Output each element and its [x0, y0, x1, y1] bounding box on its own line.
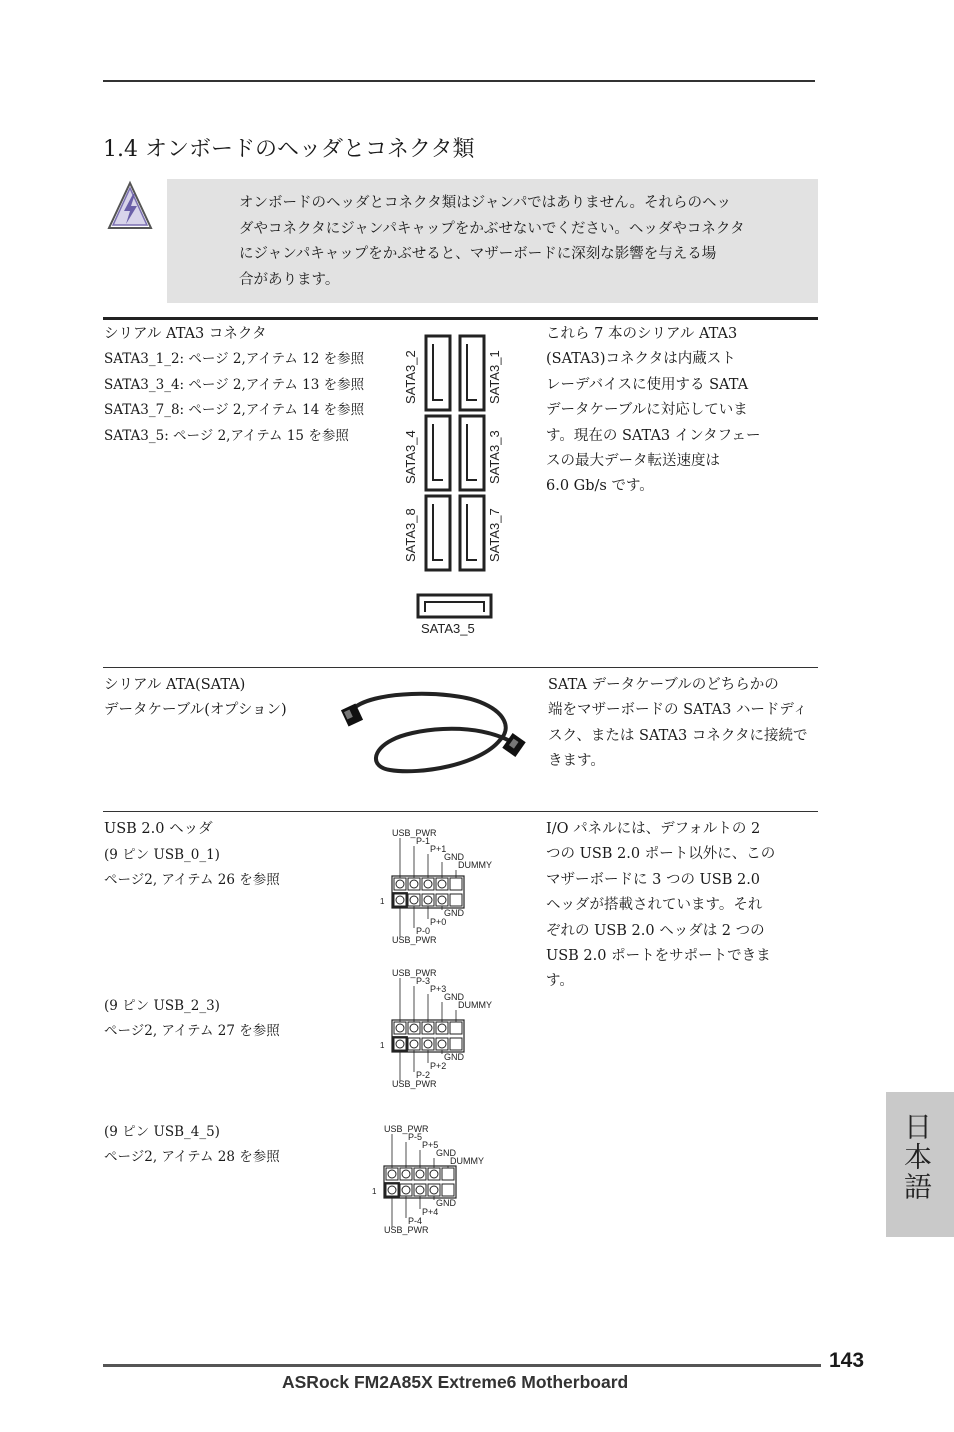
- sata-description: [546, 322, 760, 500]
- cable-heading: シリアル ATA(SATA): [104, 677, 246, 693]
- usb-pin-hole: [388, 1186, 396, 1194]
- page-number: 143: [829, 1349, 865, 1372]
- usb-pin-label: P-3: [416, 976, 431, 986]
- cable-desc-line: きます。: [548, 753, 605, 770]
- sata-desc-line: す。現在の SATA3 インタフェー: [546, 427, 761, 444]
- cable-section-rule: [103, 667, 818, 668]
- usb-desc-line: ぞれの USB 2.0 ヘッダは 2 つの: [546, 922, 765, 939]
- usb-pin-hole: [424, 880, 432, 888]
- usb-desc-line: USB 2.0 ポートをサポートできま: [546, 948, 771, 965]
- sata-desc-line: これら 7 本のシリアル ATA3: [546, 326, 738, 342]
- sata-label-4: SATA3_4: [403, 430, 418, 484]
- usb-pin-hole: [438, 896, 446, 904]
- cable-info: [104, 673, 287, 724]
- sata-info: [104, 322, 364, 449]
- usb-desc-line: ヘッダが搭載されています。それ: [546, 897, 763, 914]
- pin-one-marker: [393, 893, 407, 907]
- usb-pins: (9 ピン USB_0_1): [104, 847, 220, 863]
- pin-one-label: 1: [380, 897, 385, 906]
- usb-pin-label: GND: [436, 1148, 456, 1158]
- top-rule: [103, 80, 815, 82]
- usb-pin-label: P-0: [416, 926, 431, 936]
- usb-header-1-info: [104, 994, 280, 1045]
- usb-pin-label: USB_PWR: [384, 1124, 429, 1134]
- usb-desc-line: つの USB 2.0 ポート以外に、この: [546, 846, 776, 863]
- usb-pin-label: USB_PWR: [392, 828, 437, 838]
- pin-one-label: 1: [372, 1187, 377, 1196]
- usb-pin-label: GND: [444, 1052, 464, 1062]
- usb-pin-hole: [438, 880, 446, 888]
- usb-ref: ページ2, アイテム 26 を参照: [104, 872, 280, 889]
- cable-desc-line: 端をマザーボードの SATA3 ハードディ: [548, 702, 808, 719]
- footer-product: ASRock FM2A85X Extreme6 Motherboard: [282, 1372, 629, 1392]
- usb-pin-hole: [396, 896, 404, 904]
- usb-pins: (9 ピン USB_2_3): [104, 998, 220, 1014]
- usb-description: [546, 817, 775, 995]
- usb-pin-dummy: [450, 878, 462, 890]
- usb-ref: ページ2, アイテム 28 を参照: [104, 1149, 280, 1166]
- footer-rule: [103, 1364, 821, 1367]
- cable-desc-line: SATA データケーブルのどちらかの: [548, 677, 779, 693]
- sata-heading: シリアル ATA3 コネクタ: [104, 326, 267, 342]
- usb-pin: [450, 894, 462, 906]
- caution-text: [239, 191, 779, 293]
- usb-pin-label: USB_PWR: [392, 1079, 437, 1089]
- usb-pin-hole: [396, 1024, 404, 1032]
- usb-pin-hole: [438, 1040, 446, 1048]
- usb-pin-label: USB_PWR: [392, 968, 437, 978]
- usb-pin-hole: [402, 1170, 410, 1178]
- sata-cable-image: [330, 680, 530, 780]
- usb-pin-label: P+2: [430, 1061, 447, 1071]
- usb-pin-dummy: [450, 1022, 462, 1034]
- usb-pin-hole: [424, 1040, 432, 1048]
- language-tab-label: 日本語: [900, 1112, 933, 1202]
- pin-one-label: 1: [380, 1041, 385, 1050]
- usb-pin-hole: [424, 1024, 432, 1032]
- pin-one-marker: [393, 1037, 407, 1051]
- usb-pin-label: DUMMY: [450, 1156, 484, 1166]
- sata-label-5: SATA3_5: [421, 621, 475, 636]
- usb-header-0-info: [104, 843, 280, 894]
- usb-pin-label: P-4: [408, 1216, 423, 1226]
- usb-pin-hole: [416, 1186, 424, 1194]
- language-tab: [886, 1092, 954, 1237]
- sata-desc-line: 6.0 Gb/s です。: [546, 478, 654, 495]
- usb-pin-label: P+0: [430, 917, 447, 927]
- cable-desc-line: スク、または SATA3 コネクタに接続で: [548, 727, 808, 744]
- usb-pin-label: DUMMY: [458, 860, 492, 870]
- usb-pin-label: P+1: [430, 844, 447, 854]
- caution-line: オンボードのヘッダとコネクタ類はジャンパではありません。それらのヘッ: [239, 195, 731, 211]
- usb-pin-hole: [416, 1170, 424, 1178]
- sata-label-8: SATA3_8: [403, 508, 418, 562]
- usb-pin-hole: [410, 1040, 418, 1048]
- usb-pin-label: GND: [444, 992, 464, 1002]
- sata-desc-line: (SATA3)コネクタは内蔵スト: [546, 351, 736, 368]
- usb-pin-hole: [424, 896, 432, 904]
- caution-box: [167, 179, 818, 303]
- caution-line: 合があります。: [239, 271, 340, 288]
- usb-pin-label: GND: [444, 908, 464, 918]
- usb-header-diagram-1: [378, 966, 508, 1111]
- sata-ref: SATA3_5: ページ 2,アイテム 15 を参照: [104, 427, 349, 444]
- sata-desc-line: レーデバイスに使用する SATA: [546, 376, 749, 393]
- sata-ref: SATA3_7_8: ページ 2,アイテム 14 を参照: [104, 402, 365, 419]
- usb-header-diagram-2: [370, 1122, 500, 1257]
- usb-pin-hole: [410, 880, 418, 888]
- usb-pin-hole: [410, 1024, 418, 1032]
- usb-pin-hole: [396, 880, 404, 888]
- sata-label-7: SATA3_7: [487, 508, 502, 562]
- usb-pin-label: USB_PWR: [392, 935, 437, 945]
- usb-pin-label: P-1: [416, 836, 431, 846]
- sata-desc-line: データケーブルに対応していま: [546, 402, 748, 419]
- usb-pin-label: P+3: [430, 984, 447, 994]
- sata-connector-diagram: [398, 330, 510, 640]
- section-title: 1.4 オンボードのヘッダとコネクタ類: [103, 137, 475, 162]
- usb-desc-line: す。: [546, 973, 574, 990]
- usb-pin: [442, 1184, 454, 1196]
- usb-header-diagram-0: [378, 826, 498, 956]
- sata-label-1: SATA3_1: [487, 350, 502, 404]
- usb-pin-hole: [430, 1170, 438, 1178]
- usb-header-2-info: [104, 1120, 280, 1171]
- usb-pin-label: GND: [444, 852, 464, 862]
- usb-pin-dummy: [442, 1168, 454, 1180]
- usb-section-rule: [103, 811, 818, 812]
- pin-one-marker: [385, 1183, 399, 1197]
- caution-line: ダやコネクタにジャンパキャップをかぶせないでください。ヘッダやコネクタ: [239, 220, 745, 237]
- usb-pins: (9 ピン USB_4_5): [104, 1124, 220, 1140]
- usb-pin-hole: [430, 1186, 438, 1194]
- usb-pin: [450, 1038, 462, 1050]
- cable-heading: データケーブル(オプション): [104, 702, 287, 719]
- usb-pin-hole: [410, 896, 418, 904]
- usb-pin-label: USB_PWR: [384, 1225, 429, 1235]
- sata-label-3: SATA3_3: [487, 430, 502, 484]
- caution-line: にジャンパキャップをかぶせると、マザーボードに深刻な影響を与える場: [239, 246, 717, 262]
- sata-desc-line: スの最大データ転送速度は: [546, 453, 720, 470]
- usb-desc-line: マザーボードに 3 つの USB 2.0: [546, 871, 761, 888]
- warning-icon: [107, 180, 153, 232]
- sata-label-2: SATA3_2: [403, 350, 418, 404]
- usb-pin-label: P+5: [422, 1140, 439, 1150]
- usb-pin-label: P+4: [422, 1207, 439, 1217]
- usb-heading: USB 2.0 ヘッダ: [104, 821, 213, 837]
- usb-pin-hole: [388, 1170, 396, 1178]
- usb-desc-line: I/O パネルには、デフォルトの 2: [546, 821, 761, 837]
- sata-section-rule: [103, 317, 818, 320]
- usb-pin-label: P-5: [408, 1132, 423, 1142]
- usb-pin-hole: [438, 1024, 446, 1032]
- usb-pin-label: P-2: [416, 1070, 431, 1080]
- usb-pin-label: DUMMY: [458, 1000, 492, 1010]
- usb-pin-hole: [396, 1040, 404, 1048]
- cable-description: [548, 673, 808, 775]
- usb-pin-label: GND: [436, 1198, 456, 1208]
- usb-pin-hole: [402, 1186, 410, 1194]
- usb-ref: ページ2, アイテム 27 を参照: [104, 1023, 280, 1040]
- sata-ref: SATA3_1_2: ページ 2,アイテム 12 を参照: [104, 351, 365, 368]
- sata-ref: SATA3_3_4: ページ 2,アイテム 13 を参照: [104, 376, 365, 393]
